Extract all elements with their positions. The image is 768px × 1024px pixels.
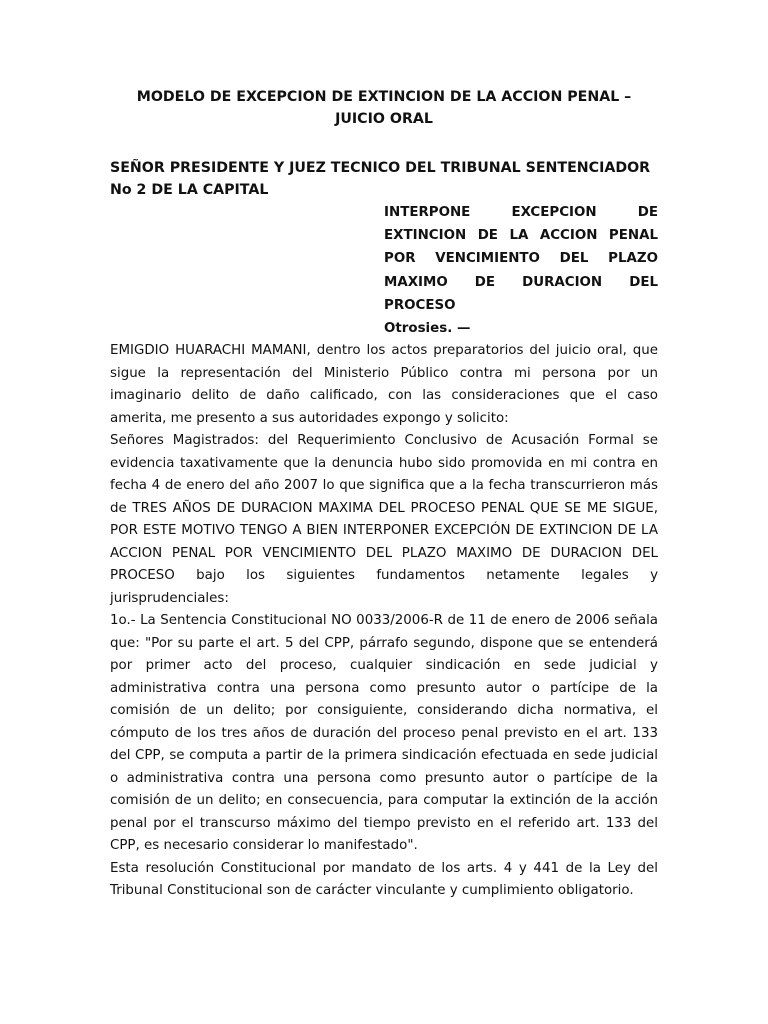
sumilla-line: POR VENCIMIENTO DEL PLAZO: [384, 251, 658, 267]
sumilla-line: MAXIMO DE DURACION DEL: [384, 274, 658, 290]
sumilla-line: EXTINCION DE LA ACCION PENAL: [384, 228, 658, 244]
body-paragraph: EMIGDIO HUARACHI MAMANI, dentro los actos preparatorios del juicio oral, que sigue la representación del Ministerio Público contra mi persona por un imaginario delito de daño calificado, con las consideraciones que el caso amerita, me presento a sus autoridades expongo y solicito:: [110, 343, 658, 426]
sumilla-block: [384, 201, 658, 340]
addressee-heading: SEÑOR PRESIDENTE Y JUEZ TECNICO DEL TRIBUNAL SENTENCIADOR No 2 DE LA CAPITAL: [110, 160, 651, 198]
body-paragraph: Señores Magistrados: del Requerimiento Conclusivo de Acusación Formal se evidencia taxativamente que la denuncia hubo sido promovida en mi contra en fecha 4 de enero del año 2007 lo que significa que a la fecha transcurrieron más de TRES AÑOS DE DURACION MAXIMA DEL PROCESO PENAL QUE SE ME SIGUE, POR ESTE MOTIVO TENGO A BIEN INTERPONER EXCEPCIÓN DE EXTINCION DE LA ACCION PENAL POR VENCIMIENTO DEL PLAZO MAXIMO DE DURACION DEL PROCESO bajo los siguientes fundamentos netamente legales y jurisprudenciales:: [110, 433, 658, 606]
otrosies-label: Otrosies. —: [384, 321, 471, 337]
document-page: [110, 86, 658, 903]
document-title: MODELO DE EXCEPCION DE EXTINCION DE LA ACCION PENAL – JUICIO ORAL: [136, 89, 632, 127]
body-paragraph: 1o.- La Sentencia Constitucional NO 0033/2006-R de 11 de enero de 2006 señala que: "Por su parte el art. 5 del CPP, párrafo segundo, dispone que se entenderá por primer acto del proceso, cualquier sindicación en sede judicial y administrativa contra una persona como presunto autor o partícipe de la comisión de un delito; por consiguiente, considerando dicha normativa, el cómputo de los tres años de duración del proceso penal previsto en el art. 133 del CPP, se computa a partir de la primera sindicación efectuada en sede judicial o administrativa contra una persona como presunto autor o partícipe de la comisión de un delito; en consecuencia, para computar la extinción de la acción penal por el transcurso máximo del tiempo previsto en el referido art. 133 del CPP, es necesario considerar lo manifestado".: [110, 613, 658, 854]
body-paragraph: Esta resolución Constitucional por mandato de los arts. 4 y 441 de la Ley del Tribunal Constitucional son de carácter vinculante y cumplimiento obligatorio.: [110, 860, 658, 899]
sumilla-line: INTERPONE EXCEPCION DE: [384, 205, 658, 220]
document-body: [110, 340, 658, 903]
sumilla-line: PROCESO: [384, 297, 456, 313]
